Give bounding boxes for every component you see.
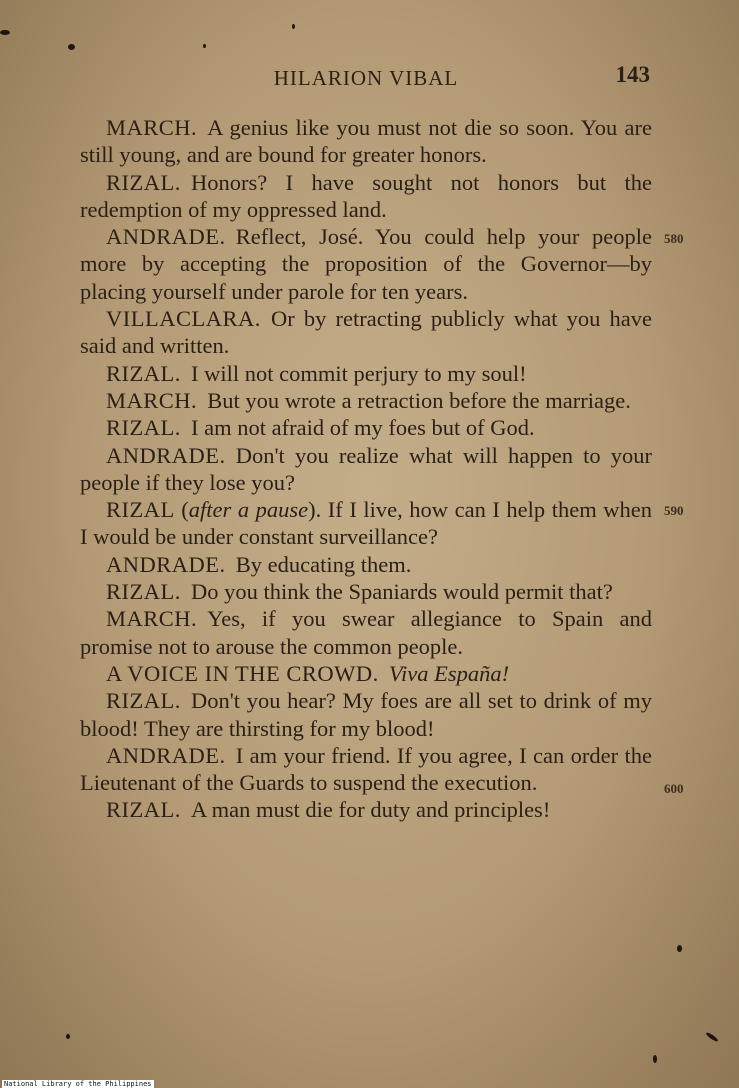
- dialogue-paragraph: [80, 578, 652, 605]
- speaker-name: ANDRADE.: [106, 742, 226, 768]
- speech-text: A genius like you must not die so soon. You are still young, and are bound for greater honors.: [80, 115, 652, 168]
- dialogue-paragraph: [80, 442, 652, 497]
- speaker-name: RIZAL.: [106, 688, 181, 714]
- dialogue-paragraph: [80, 305, 652, 360]
- dialogue-paragraph: [80, 660, 652, 687]
- speaker-name: VILLACLARA.: [106, 306, 261, 332]
- speaker-name: MARCH.: [106, 387, 198, 413]
- ink-speck: [677, 945, 682, 952]
- dialogue-paragraph: [80, 169, 652, 224]
- ink-speck: [292, 24, 295, 29]
- running-header: [80, 60, 652, 94]
- speaker-name: A VOICE IN THE CROWD.: [106, 660, 379, 686]
- speech-text: By educating them.: [235, 551, 412, 577]
- ink-speck: [68, 44, 75, 50]
- speech-text: Don't you hear? My foes are all set to drink of my blood! They are thirsting for my blood!: [80, 688, 652, 741]
- page-number: 143: [615, 62, 650, 87]
- speaker-name: RIZAL.: [106, 797, 181, 823]
- speech-text: Yes, if you swear allegiance to Spain and promise not to arouse the common people.: [80, 606, 652, 659]
- italic-text: after a pause: [188, 497, 309, 523]
- ink-speck: [66, 1034, 70, 1039]
- speech-text: Or by retracting publicly what you have said and written.: [80, 306, 652, 359]
- dialogue-paragraph: [80, 796, 652, 823]
- speaker-name: ANDRADE.: [106, 551, 226, 577]
- dialogue-paragraph: [80, 551, 652, 578]
- ink-speck: [653, 1055, 657, 1063]
- library-credit: National Library of the Philippines: [4, 1080, 152, 1088]
- speech-text: Reflect, José. You could help your people more by accepting the proposition of the Governor—by placing yourself under parole for ten years.: [80, 224, 652, 304]
- speech-text: Do you think the Spaniards would permit that?: [191, 579, 613, 605]
- speaker-name: MARCH.: [106, 115, 198, 140]
- speaker-name: RIZAL.: [106, 169, 181, 195]
- ink-speck: [0, 30, 10, 35]
- speaker-name: ANDRADE.: [106, 442, 226, 468]
- dialogue-paragraph: [80, 605, 652, 660]
- dialogue-paragraph: [80, 223, 652, 305]
- speech-text: But you wrote a retraction before the marriage.: [207, 387, 631, 413]
- italic-text: Viva España!: [388, 660, 510, 686]
- line-number-590: 590: [664, 503, 684, 518]
- speaker-name: RIZAL: [106, 497, 175, 523]
- speaker-name: MARCH.: [106, 606, 198, 632]
- speech-text: Honors? I have sought not honors but the redemption of my oppressed land.: [80, 169, 652, 222]
- ink-speck: [203, 44, 206, 48]
- dialogue-body: [80, 114, 652, 824]
- speech-text: I am your friend. If you agree, I can order the Lieutenant of the Guards to suspend the execution.: [80, 742, 652, 796]
- dialogue-paragraph: [80, 387, 652, 414]
- speech-text: (: [174, 497, 189, 523]
- speech-text: Don't you realize what will happen to your people if they lose you?: [80, 442, 652, 495]
- dialogue-paragraph: [80, 687, 652, 742]
- speech-text: I will not commit perjury to my soul!: [191, 360, 527, 386]
- dialogue-paragraph: [80, 496, 652, 551]
- ink-speck: [705, 1031, 719, 1042]
- dialogue-paragraph: [80, 360, 652, 387]
- dialogue-paragraph: [80, 742, 652, 797]
- speaker-name: RIZAL.: [106, 360, 181, 386]
- speech-text: A man must die for duty and principles!: [191, 797, 551, 823]
- speech-text: ). If I live, how can I help them when I would be under constant surveillance?: [80, 497, 652, 550]
- speaker-name: ANDRADE.: [106, 224, 226, 250]
- speech-text: I am not afraid of my foes but of God.: [191, 415, 535, 441]
- line-number-600: 600: [664, 781, 684, 796]
- speaker-name: RIZAL.: [106, 415, 181, 441]
- running-title: HILARION VIBAL: [273, 66, 459, 90]
- dialogue-paragraph: [80, 414, 652, 441]
- speaker-name: RIZAL.: [106, 579, 181, 605]
- line-number-580: 580: [664, 231, 684, 246]
- dialogue-paragraph: [80, 114, 652, 169]
